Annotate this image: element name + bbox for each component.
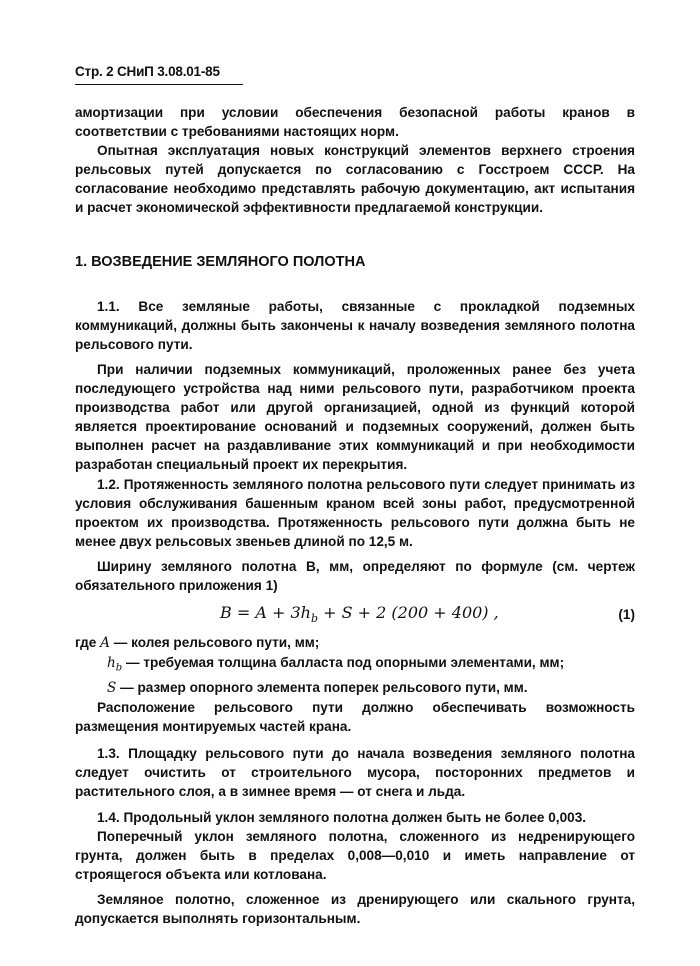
clause-1-2 <box>75 475 635 551</box>
definition-lead: где <box>75 635 97 651</box>
clause-text: Площадку рельсового пути до начала возведения земляного полотна следует очистить от строительного мусора, посторонних предметов и растительного слоя, а в зимнее время — от снега и льда. <box>75 746 635 800</box>
running-head-rule <box>75 84 243 85</box>
running-head: Стр. 2 СНиП 3.08.01-85 <box>75 64 220 79</box>
clause-1-1-paragraph-2: При наличии подземных коммуникаций, проложенных ранее без учета последующего устройства над ними рельсового пути, разработчиком проекта производства работ или другой организацией, одной из функций которой является проектирование оснований и подземных сооружений, должен быть выполнен расчет на раздавливание этих коммуникаций и при необходимости разработан специальный проект их перекрытия. <box>75 361 635 473</box>
body-text <box>75 103 635 928</box>
formula-tail: + S + 2 (200 + 400) , <box>318 603 499 623</box>
clause-1-2-paragraph-3: Расположение рельсового пути должно обеспечивать возможность размещения монтируемых частей крана. <box>75 700 635 735</box>
clause-text: Все земляные работы, связанные с прокладкой подземных коммуникаций, должны быть закончены к началу возведения земляного полотна рельсового пути. <box>75 298 635 352</box>
formula: $B = A + 3h_b + S + 2$ (200 + 400) , <box>220 603 499 626</box>
clause-1-2-paragraph-2: Ширину земляного полотна B, мм, определяют по формуле (см. чертеж обязательного приложения 1) <box>75 558 635 593</box>
clause-1-4 <box>75 808 635 827</box>
formula-definitions <box>75 633 635 698</box>
definition-S: S — размер опорного элемента поперек рельсового пути, мм. <box>107 679 528 696</box>
clause-text: Протяженность земляного полотна рельсового пути следует принимать из условия обслуживания башенным краном всей зоны работ, предусмотренной проектом их производства. Протяженность рельсового пути должна быть не менее двух рельсовых звеньев длиной по 12,5 м. <box>75 476 635 549</box>
definition-A: где A — колея рельсового пути, мм; <box>75 635 320 652</box>
clause-number: 1.1. <box>97 298 120 314</box>
clause-text: Продольный уклон земляного полотна должен быть не более 0,003. <box>123 809 587 825</box>
clause-1-4-paragraph-3: Земляное полотно, сложенное из дренирующего или скального грунта, допускается выполнять горизонтальным. <box>75 891 635 926</box>
clause-number: 1.4. <box>97 809 120 825</box>
clause-number: 1.2. <box>97 476 120 492</box>
definition-h: $h_b$ — требуемая толщина балласта под опорными элементами, мм; <box>107 655 565 674</box>
intro-paragraph-1: амортизации при условии обеспечения безопасной работы кранов в соответствии с требованиями настоящих норм. <box>75 105 635 140</box>
clause-1-1 <box>75 297 635 354</box>
clause-1-4-paragraph-2: Поперечный уклон земляного полотна, сложенного из недренирующего грунта, должен быть в пределах 0,008—0,010 и иметь направление от строящегося объекта или котлована. <box>75 828 635 882</box>
clause-number: 1.3. <box>97 746 120 762</box>
formula-row <box>75 599 635 629</box>
section-title: 1. ВОЗВЕДЕНИЕ ЗЕМЛЯНОГО ПОЛОТНА <box>75 253 366 270</box>
intro-paragraph-2: Опытная эксплуатация новых конструкций элементов верхнего строения рельсовых путей допускается по согласованию с Госстроем СССР. На согласование необходимо представлять рабочую документацию, акт испытания и расчет экономической эффективности предлагаемой конструкции. <box>75 143 635 216</box>
clause-1-3 <box>75 744 635 801</box>
formula-number: (1) <box>618 607 635 623</box>
